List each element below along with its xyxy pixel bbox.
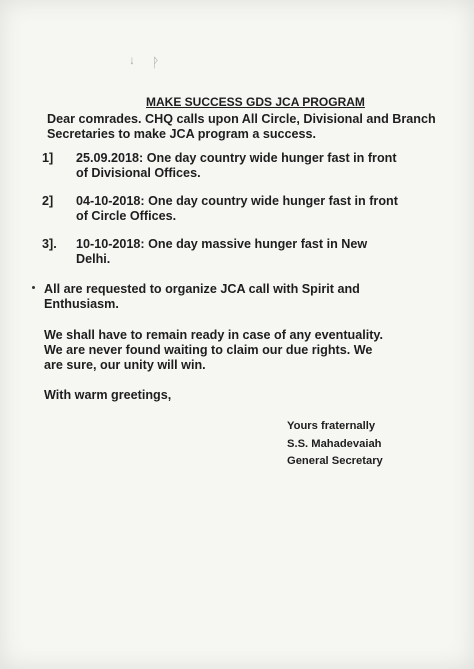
item-number-3: 3]. (42, 237, 57, 251)
closing-line-3: are sure, our unity will win. (44, 358, 206, 372)
item-1-line-1: 25.09.2018: One day country wide hunger fast in front (76, 151, 397, 165)
request-line-1: All are requested to organize JCA call with Spirit and (44, 282, 360, 296)
closing-line-2: We are never found waiting to claim our due rights. We (44, 343, 373, 357)
item-number-1: 1] (42, 151, 54, 165)
item-3-line-1: 10-10-2018: One day massive hunger fast in New (76, 237, 368, 251)
signatory-name: S.S. Mahadevaiah (287, 438, 382, 450)
greeting: With warm greetings, (44, 388, 172, 402)
item-3-line-2: Delhi. (76, 252, 111, 266)
item-1-line-2: of Divisional Offices. (76, 166, 201, 180)
intro-paragraph (47, 112, 436, 142)
signatory-designation: General Secretary (287, 455, 383, 467)
closing-line-1: We shall have to remain ready in case of any eventuality. (44, 328, 383, 342)
item-2-line-1: 04-10-2018: One day country wide hunger fast in front (76, 194, 398, 208)
intro-line-1: Dear comrades. CHQ calls upon All Circle, Divisional and Branch (47, 112, 436, 126)
item-2-line-2: of Circle Offices. (76, 209, 177, 223)
item-number-2: 2] (42, 194, 54, 208)
ink-dot (32, 286, 35, 289)
request-line-2: Enthusiasm. (44, 297, 119, 311)
list-item-3 (76, 237, 367, 267)
closing-paragraph (44, 328, 383, 373)
faint-mark: ᛍ ᚹ (128, 56, 164, 71)
list-item-1 (76, 151, 397, 181)
document-title: MAKE SUCCESS GDS JCA PROGRAM (146, 95, 365, 109)
request-paragraph (44, 282, 360, 312)
list-item-2 (76, 194, 398, 224)
valediction: Yours fraternally (287, 420, 376, 432)
intro-line-2: Secretaries to make JCA program a success. (47, 127, 317, 141)
